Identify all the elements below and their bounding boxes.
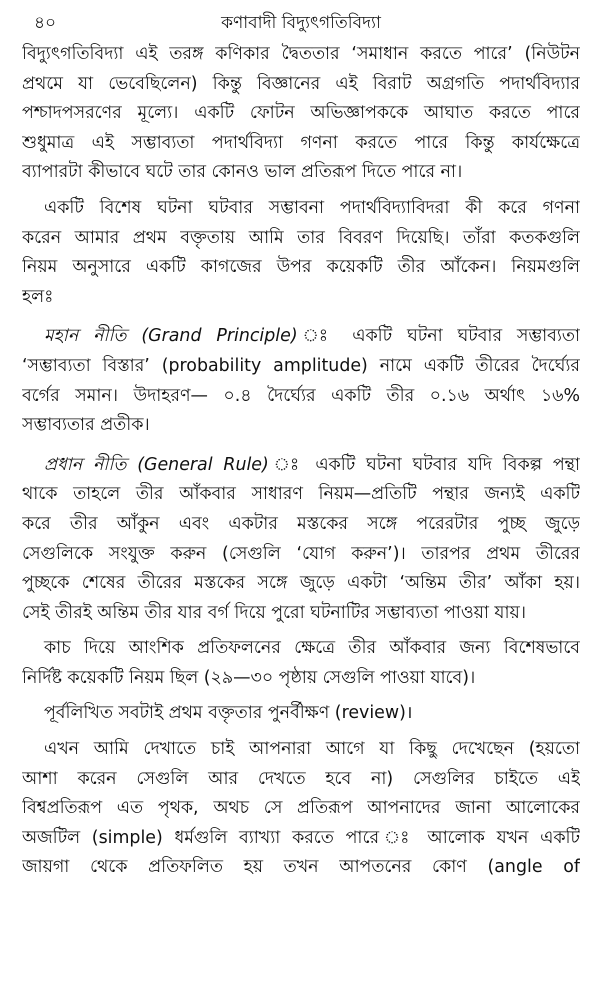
text-line: আশা করেন সেগুলি আর দেখতে হবে না) সেগুলির চাইতে এই (22, 768, 580, 789)
text-line: প্রথমে যা ভেবেছিলেন) কিন্তু বিজ্ঞানের এই বিরাট অগ্রগতি পদার্থবিদ্যার (22, 73, 580, 94)
paragraph-general-rule (22, 451, 580, 629)
running-title: কণাবাদী বিদ্যুৎগতিবিদ্যা (221, 13, 381, 33)
text-line: হলঃ (22, 286, 54, 307)
text-line: শুধুমাত্র এই সম্ভাব্যতা পদার্থবিদ্যা গণনা করতে পারে কিন্তু কার্যক্ষেত্রে (22, 132, 580, 153)
paragraph (22, 194, 580, 312)
page-number: ৪০ (34, 13, 57, 33)
text-line: জায়গা থেকে প্রতিফলিত হয় তখন আপতনের কোণ (angle of (22, 857, 580, 878)
text-line (22, 451, 580, 481)
text-line: থাকে তাহলে তীর আঁকবার সাধারণ নিয়ম—প্রতিটি পন্থার জন্যই একটি (22, 484, 580, 505)
text-line: বিশ্বপ্রতিরূপ এত পৃথক, অথচ সে প্রতিরূপ আপনাদের জানা আলোকের (22, 798, 580, 819)
text-line: নির্দিষ্ট কয়েকটি নিয়ম ছিল (২৯—৩০ পৃষ্ঠায় সেগুলি পাওয়া যাবে)। (22, 667, 476, 688)
paragraph-grand-principle (22, 322, 580, 440)
text-line: পূর্বলিখিত সবটাই প্রথম বক্তৃতার পুনর্বীক্ষণ (review)। (44, 703, 413, 724)
term-heading: প্রধান নীতি (General Rule) (44, 454, 269, 475)
text-line: একটি বিশেষ ঘটনা ঘটবার সম্ভাবনা পদার্থবিদ্যাবিদরা কী করে গণনা (44, 197, 580, 218)
text-line: পশ্চাদপসরণের মূল্যে। একটি ফোটন অভিজ্ঞাপককে আঘাত করতে পারে (22, 103, 580, 124)
text-line: সেগুলিকে সংযুক্ত করুন (সেগুলি ‘যোগ করুন’)। তারপর প্রথম তীরের (22, 543, 580, 564)
text-fragment: ঃ একটি ঘটনা ঘটবার সম্ভাব্যতা (297, 326, 580, 347)
text-line (22, 322, 580, 352)
text-line: বর্গের সমান। উদাহরণ— ০.৪ দৈর্ঘ্যের একটি তীর ০.১৬ অর্থাৎ ১৬% (22, 385, 580, 406)
text-line: ব্যাপারটা কীভাবে ঘটে তার কোনও ভাল প্রতিরূপ দিতে পারে না। (22, 162, 463, 183)
text-line: পুচ্ছকে শেষের তীরের মস্তকের সঙ্গে জুড়ে একটা ‘অন্তিম তীর’ আঁকা হয়। (22, 573, 580, 594)
text-line: নিয়ম অনুসারে একটি কাগজের উপর কয়েকটি তীর আঁকেন। নিয়মগুলি (22, 257, 580, 278)
text-line: সম্ভাব্যতার প্রতীক। (22, 415, 150, 436)
text-line: বিদ্যুৎগতিবিদ্যা এই তরঙ্গ কণিকার দ্বৈততার ‘সমাধান করতে পারে’ (নিউটন (22, 44, 580, 64)
text-fragment: ঃ একটি ঘটনা ঘটবার যদি বিকল্প পন্থা (268, 454, 580, 475)
term-heading: মহান নীতি (Grand Principle) (44, 326, 298, 347)
text-line: অজটিল (simple) ধর্মগুলি ব্যাখ্যা করতে পারে ঃ আলোক যখন একটি (22, 827, 580, 848)
text-line: করে তীর আঁকুন এবং একটার মস্তকের সঙ্গে পরেরটার পুচ্ছ জুড়ে (22, 513, 580, 534)
text-line: এখন আমি দেখাতে চাই আপনারা আগে যা কিছু দেখেছেন (হয়তো (44, 739, 580, 760)
page-header (22, 6, 580, 36)
text-line: ‘সম্ভাব্যতা বিস্তার’ (probability amplitude) নামে একটি তীরের দৈর্ঘ্যের (22, 355, 580, 376)
paragraph (22, 634, 580, 693)
text-line: কাচ দিয়ে আংশিক প্রতিফলনের ক্ষেত্রে তীর আঁকবার জন্য বিশেষভাবে (44, 638, 580, 659)
paragraph (22, 40, 580, 188)
text-line: করেন আমার প্রথম বক্তৃতায় আমি তার বিবরণ দিয়েছি। তাঁরা কতকগুলি (22, 227, 580, 248)
paragraph (22, 735, 580, 883)
paragraph (22, 699, 580, 729)
text-line: সেই তীরই অন্তিম তীর যার বর্গ দিয়ে পুরো ঘটনাটির সম্ভাব্যতা পাওয়া যায়। (22, 602, 526, 623)
